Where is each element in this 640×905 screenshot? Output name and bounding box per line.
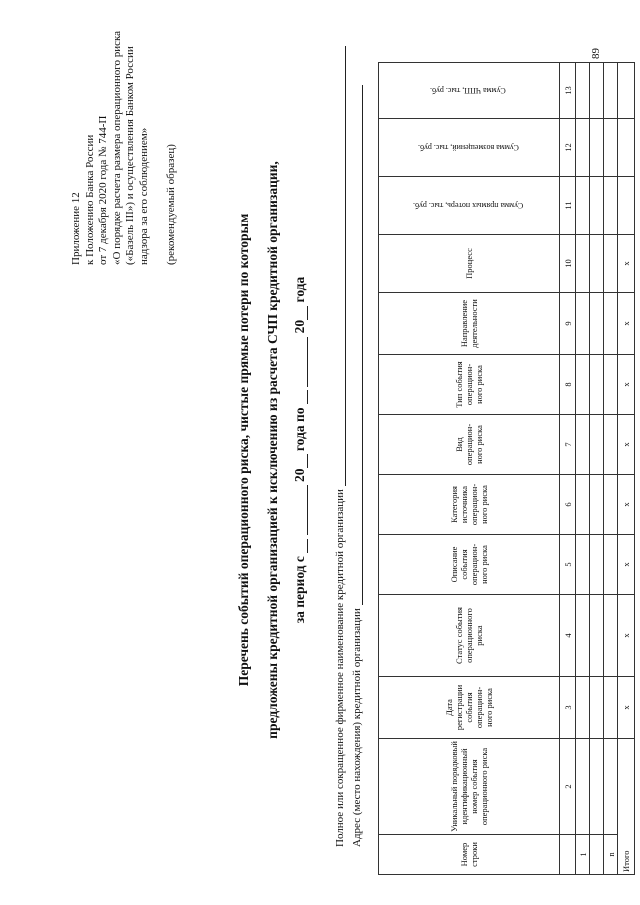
organization-address-label: Адрес (место нахождения) кредитной организации — [351, 608, 363, 847]
column-number-cell: 4 — [560, 595, 576, 677]
column-number-cell: 9 — [560, 293, 576, 355]
header-cell: Номер строки — [379, 835, 560, 875]
total-cell — [618, 177, 635, 235]
appendix-header — [70, 25, 179, 265]
column-number-cell: 10 — [560, 235, 576, 293]
organization-address-field — [351, 85, 363, 847]
table-header-row — [379, 63, 560, 875]
appendix-line: Приложение 12 — [70, 192, 82, 265]
period-mid: года по — [292, 407, 307, 452]
year-prefix-end: 20 — [292, 319, 307, 334]
blank-year-start — [296, 454, 308, 468]
header-cell: Тип события операцион-ного риска — [379, 355, 560, 415]
appendix-line: «О порядке расчета размера операционного риска — [110, 30, 123, 265]
period-suffix: года — [292, 276, 307, 303]
total-cell: x — [618, 293, 635, 355]
header-cell: Вид операцион-ного риска — [379, 415, 560, 475]
header-cell-vertical — [379, 177, 560, 235]
organization-name-line — [334, 46, 346, 486]
header-cell-vertical — [379, 119, 560, 177]
appendix-line: («Базель III») и осуществления Банком России — [124, 46, 136, 265]
column-number-cell: 13 — [560, 63, 576, 119]
header-vertical-text: Сумма ЧПП, тыс. руб. — [430, 86, 506, 96]
appendix-line: к Положению Банка России — [83, 134, 96, 265]
organization-name-label: Полное или сокращенное фирменное наименование кредитной организации — [334, 489, 346, 847]
column-number-cell: 6 — [560, 475, 576, 535]
total-cell: x — [618, 235, 635, 293]
row-number-cell: 1 — [576, 835, 590, 875]
header-cell: Статус события операционного риска — [379, 595, 560, 677]
total-cell: x — [618, 475, 635, 535]
operational-risk-events-table — [378, 62, 635, 875]
document-title-line-1: Перечень событий операционного риска, чистые прямые потери по которым — [236, 213, 251, 687]
total-cell: x — [618, 415, 635, 475]
total-cell: x — [618, 535, 635, 595]
reporting-period — [292, 55, 308, 845]
total-label: Итого — [618, 739, 635, 875]
row-number-cell: n — [604, 835, 618, 875]
header-cell: Направление деятельности — [379, 293, 560, 355]
header-cell: Описание события операцион-ного риска — [379, 535, 560, 595]
year-prefix-start: 20 — [292, 468, 307, 482]
blank-month-start — [296, 485, 308, 535]
column-number-cell: 11 — [560, 177, 576, 235]
organization-address-line — [351, 85, 363, 605]
header-vertical-text: Сумма прямых потерь, тыс. руб. — [412, 201, 524, 211]
total-cell — [618, 63, 635, 119]
table-row — [576, 63, 590, 875]
blank-year-end — [296, 306, 308, 320]
row-number-cell — [590, 835, 604, 875]
total-cell — [618, 119, 635, 177]
period-prefix: за период с — [292, 556, 307, 624]
column-number-cell — [560, 835, 576, 875]
column-number-cell: 3 — [560, 677, 576, 739]
organization-name-field — [334, 46, 346, 847]
header-vertical-text: Сумма возмещений, тыс. руб. — [417, 143, 519, 153]
header-cell: Дата регистрации события операцион-ного риска — [379, 677, 560, 739]
total-cell: x — [618, 677, 635, 739]
total-cell: x — [618, 595, 635, 677]
blank-month-end — [296, 337, 308, 387]
blank-day-start — [296, 539, 308, 553]
blank-day-end — [296, 390, 308, 404]
table-total-row — [618, 63, 635, 875]
appendix-line: надзора за его соблюдением» — [137, 127, 150, 265]
column-number-cell: 5 — [560, 535, 576, 595]
total-cell: x — [618, 355, 635, 415]
header-cell: Категория источника операцион-ного риска — [379, 475, 560, 535]
header-cell-vertical — [379, 63, 560, 119]
column-number-cell: 7 — [560, 415, 576, 475]
table-row — [604, 63, 618, 875]
column-number-cell: 8 — [560, 355, 576, 415]
column-number-cell: 2 — [560, 739, 576, 835]
recommended-sample-note: (рекомендуемый образец) — [165, 144, 177, 265]
document-title-line-2: предложены кредитной организацией к исключению из расчета СЧП кредитной организации, — [265, 161, 280, 739]
page-number: 89 — [590, 48, 602, 59]
column-number-cell: 12 — [560, 119, 576, 177]
column-number-row — [560, 63, 576, 875]
table-row — [590, 63, 604, 875]
appendix-line: от 7 декабря 2020 года № 744-П — [97, 115, 109, 265]
header-cell: Процесс — [379, 235, 560, 293]
header-cell: Уникальный порядковый идентификационный номер события операционного риска — [379, 739, 560, 835]
